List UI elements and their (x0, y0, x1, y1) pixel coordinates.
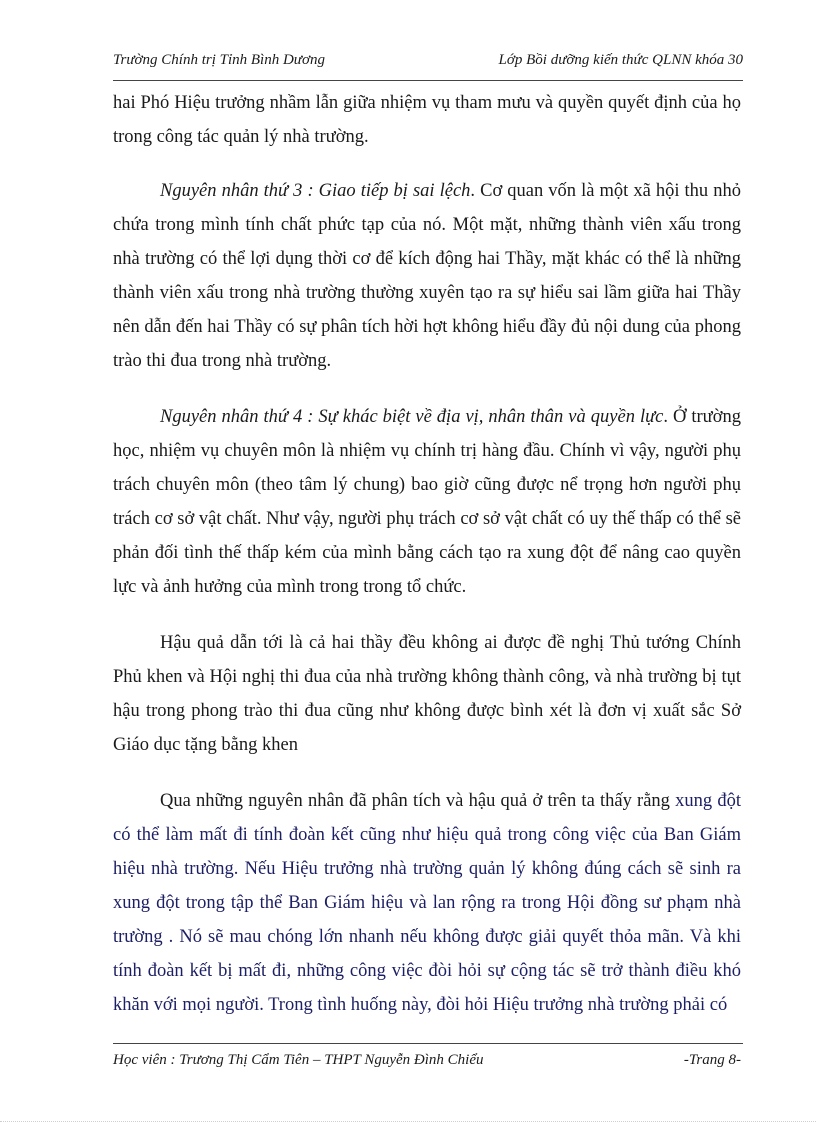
page-bottom-dotted-line (0, 1121, 816, 1122)
cause-3-text: . Cơ quan vốn là một xã hội thu nhỏ chứa trong mình tính chất phức tạp của nó. Một mặt, những thành viên xấu trong nhà trường có thể lợi dụng thời cơ để kích động hai Thầy, mặt khác có thể là những thành viên xấu trong nhà trường thường xuyên tạo ra sự hiểu sai lầm giữa hai Thầy nên dẫn đến hai Thầy có sự phân tích hời hợt không hiểu đầy đủ nội dung của phong trào thi đua trong nhà trường. (113, 181, 741, 371)
header-rule (113, 80, 743, 81)
conclusion-text-start: Qua những nguyên nhân đã phân tích và hậu quả ở trên ta thấy rằng (160, 791, 676, 811)
paragraph-cause-4 (113, 400, 741, 604)
page-header (113, 52, 743, 74)
header-course-name: Lớp Bồi dưỡng kiến thức QLNN khóa 30 (498, 52, 743, 68)
cause-4-heading: Nguyên nhân thứ 4 : Sự khác biệt về địa vị, nhân thân và quyền lực (160, 407, 664, 427)
footer-author: Học viên : Trương Thị Cẩm Tiên – THPT Nguyễn Đình Chiểu (113, 1052, 484, 1068)
paragraph-cause-3 (113, 174, 741, 378)
footer-rule (113, 1043, 743, 1044)
paragraph-conclusion (113, 784, 741, 1022)
document-body (113, 86, 741, 1044)
page-number: -Trang 8- (683, 1052, 741, 1068)
conclusion-text-highlight: xung đột có thể làm mất đi tính đoàn kết cũng như hiệu quả trong công việc của Ban Giám hiệu nhà trường. Nếu Hiệu trưởng nhà trường quản lý không đúng cách sẽ sinh ra xung đột trong tập thể Ban Giám hiệu và lan rộng ra trong Hội đồng sư phạm nhà trường . Nó sẽ mau chóng lớn nhanh nếu không được giải quyết thỏa mãn. Và khi tính đoàn kết bị mất đi, những công việc đòi hỏi sự cộng tác sẽ trở thành điều khó khăn với mọi người. Trong tình huống này, đòi hỏi Hiệu trưởng nhà trường phải có (113, 791, 742, 1015)
cause-3-heading: Nguyên nhân thứ 3 : Giao tiếp bị sai lệch (160, 181, 471, 201)
page-footer (113, 1052, 743, 1074)
paragraph-consequence: Hậu quả dẫn tới là cả hai thầy đều không ai được đề nghị Thủ tướng Chính Phủ khen và Hội nghị thi đua của nhà trường không thành công, và nhà trường bị tụt hậu trong phong trào thi đua cũng như không được bình xét là đơn vị xuất sắc Sở Giáo dục tặng bằng khen (113, 633, 741, 755)
cause-4-text: . Ở trường học, nhiệm vụ chuyên môn là nhiệm vụ chính trị hàng đầu. Chính vì vậy, người phụ trách chuyên môn (theo tâm lý chung) bao giờ cũng được nể trọng hơn người phụ trách cơ sở vật chất. Như vậy, người phụ trách cơ sở vật chất có uy thế thấp có thể sẽ phản đối tình thế thấp kém của mình bằng cách tạo ra xung đột để nâng cao quyền lực và ảnh hưởng của mình trong trong tổ chức. (113, 407, 741, 597)
paragraph-continuation: hai Phó Hiệu trưởng nhầm lẫn giữa nhiệm vụ tham mưu và quyền quyết định của họ trong công tác quản lý nhà trường. (113, 93, 741, 147)
header-school-name: Trường Chính trị Tỉnh Bình Dương (113, 52, 325, 68)
